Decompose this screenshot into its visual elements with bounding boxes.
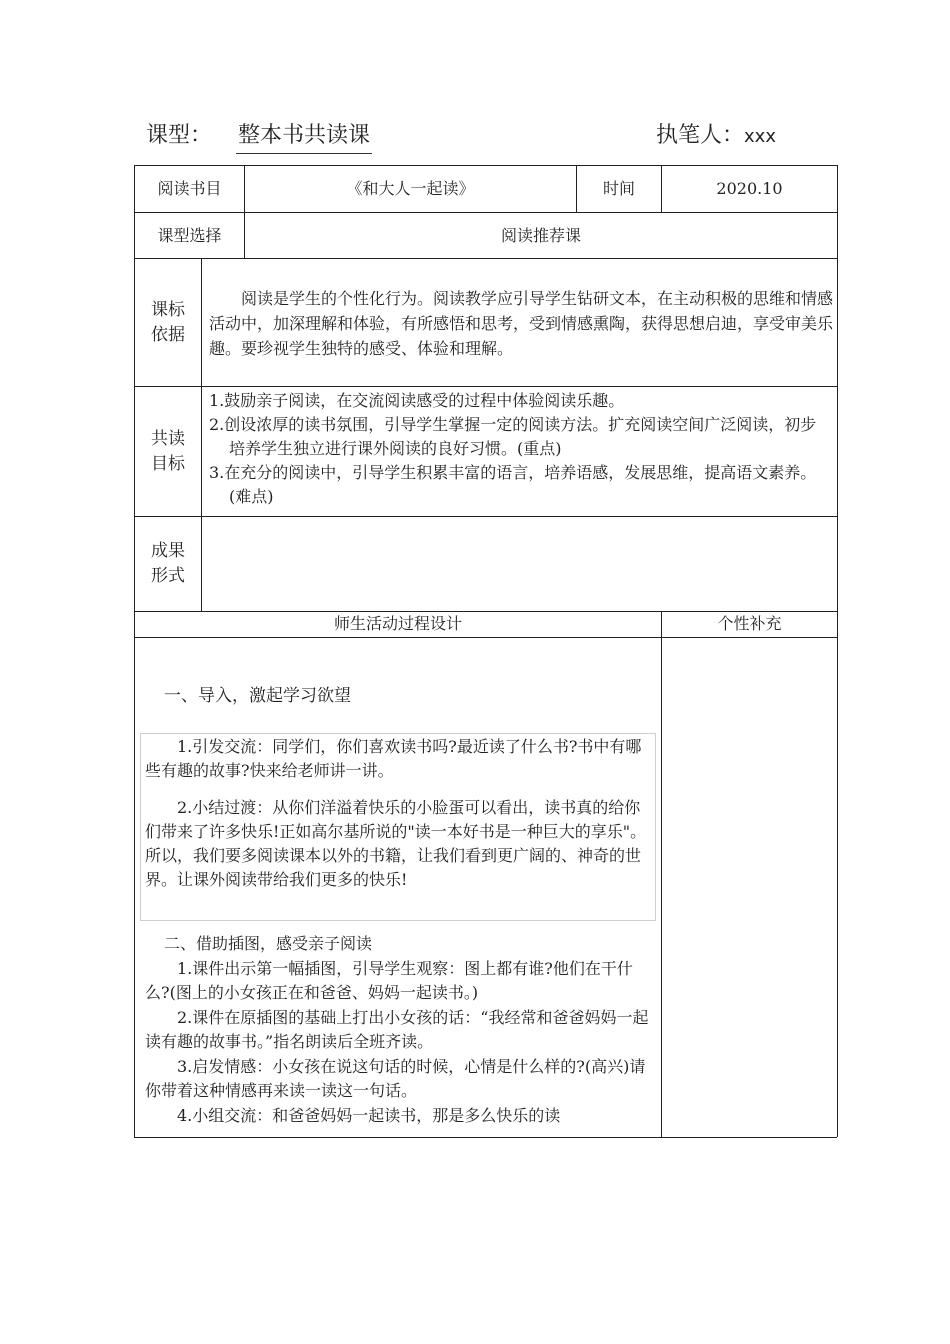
result-form-label-line1: 成果 xyxy=(151,541,185,561)
course-choice-label: 课型选择 xyxy=(157,225,222,245)
author-header xyxy=(656,118,776,149)
time-value: 2020.10 xyxy=(716,179,783,198)
intro-paragraph-1: 1.引发交流：同学们，你们喜欢读书吗?最近读了什么书?书中有哪些有趣的故事?快来给老师讲一讲。 xyxy=(145,737,642,780)
table-border xyxy=(134,637,837,638)
table-border xyxy=(661,611,662,1137)
goal-item: 2.创设浓厚的读书氛围，引导学生掌握一定的阅读方法。扩充阅读空间广泛阅读，初步培养学生独立进行课外阅读的良好习惯。(重点) xyxy=(209,415,817,458)
result-form-label xyxy=(135,517,201,611)
curriculum-basis-label-line2: 依据 xyxy=(151,324,185,345)
illustration-paragraph-3: 3.启发情感：小女孩在说这句话的时候，心情是什么样的?(高兴)请你带着这种情感再来读一读这一句话。 xyxy=(145,1057,646,1100)
table-border xyxy=(134,1137,837,1138)
section2-title: 二、借助插图，感受亲子阅读 xyxy=(164,934,373,953)
goal-item: 3.在充分的阅读中，引导学生积累丰富的语言，培养语感，发展思维，提高语文素养。(难点) xyxy=(209,463,817,506)
book-label: 阅读书目 xyxy=(157,179,222,198)
process-design-header: 师生活动过程设计 xyxy=(333,614,462,633)
illustration-paragraph-4: 4.小组交流：和爸爸妈妈一起读书，那是多么快乐的读 xyxy=(177,1106,561,1125)
reading-goals-label-line1: 共读 xyxy=(151,428,185,449)
table-border xyxy=(201,258,202,611)
personal-supplement-header: 个性补充 xyxy=(717,614,782,633)
table-border xyxy=(837,165,838,1137)
course-type-header xyxy=(146,118,372,154)
author-value: xxx xyxy=(744,126,776,147)
author-label: 执笔人： xyxy=(656,123,745,148)
section1-title: 一、导入，激起学习欲望 xyxy=(164,686,351,706)
result-form-label-line2: 形式 xyxy=(151,566,185,586)
intro-paragraph-2: 2.小结过渡：从你们洋溢着快乐的小脸蛋可以看出，读书真的给你们带来了许多快乐!正如高尔基所说的"读一本好书是一种巨大的享乐"。所以，我们要多阅读课本以外的书籍，让我们看到更广阔的、神奇的世界。让课外阅读带给我们更多的快乐! xyxy=(145,798,647,889)
reading-goals-label xyxy=(135,387,201,516)
curriculum-basis-label xyxy=(135,259,201,386)
course-type-value: 整本书共读课 xyxy=(236,118,372,154)
illustration-paragraph-1: 1.课件出示第一幅插图，引导学生观察：图上都有谁?他们在干什么?(图上的小女孩正在和爸爸、妈妈一起读书。) xyxy=(145,959,633,1002)
reading-goals-label-line2: 目标 xyxy=(151,453,185,474)
table-border xyxy=(134,516,837,517)
illustration-paragraph-2: 2.课件在原插图的基础上打出小女孩的话：“我经常和爸爸妈妈一起读有趣的故事书。”指名朗读后全班齐读。 xyxy=(145,1008,649,1051)
time-label: 时间 xyxy=(602,179,635,198)
curriculum-basis-label-line1: 课标 xyxy=(151,299,185,320)
table-border xyxy=(134,258,837,259)
course-choice-value: 阅读推荐课 xyxy=(500,225,581,245)
reading-goals-list xyxy=(209,389,827,509)
table-border xyxy=(134,386,837,387)
course-type-label: 课型： xyxy=(146,123,213,148)
book-value: 《和大人一起读》 xyxy=(346,179,475,198)
curriculum-basis-text: 阅读是学生的个性化行为。阅读教学应引导学生钻研文本，在主动积极的思维和情感活动中，加深理解和体验，有所感悟和思考，受到情感熏陶，获得思想启迪，享受审美乐趣。要珍视学生独特的感受、体验和理解。 xyxy=(209,289,834,358)
goal-item: 1.鼓励亲子阅读，在交流阅读感受的过程中体验阅读乐趣。 xyxy=(209,391,625,410)
